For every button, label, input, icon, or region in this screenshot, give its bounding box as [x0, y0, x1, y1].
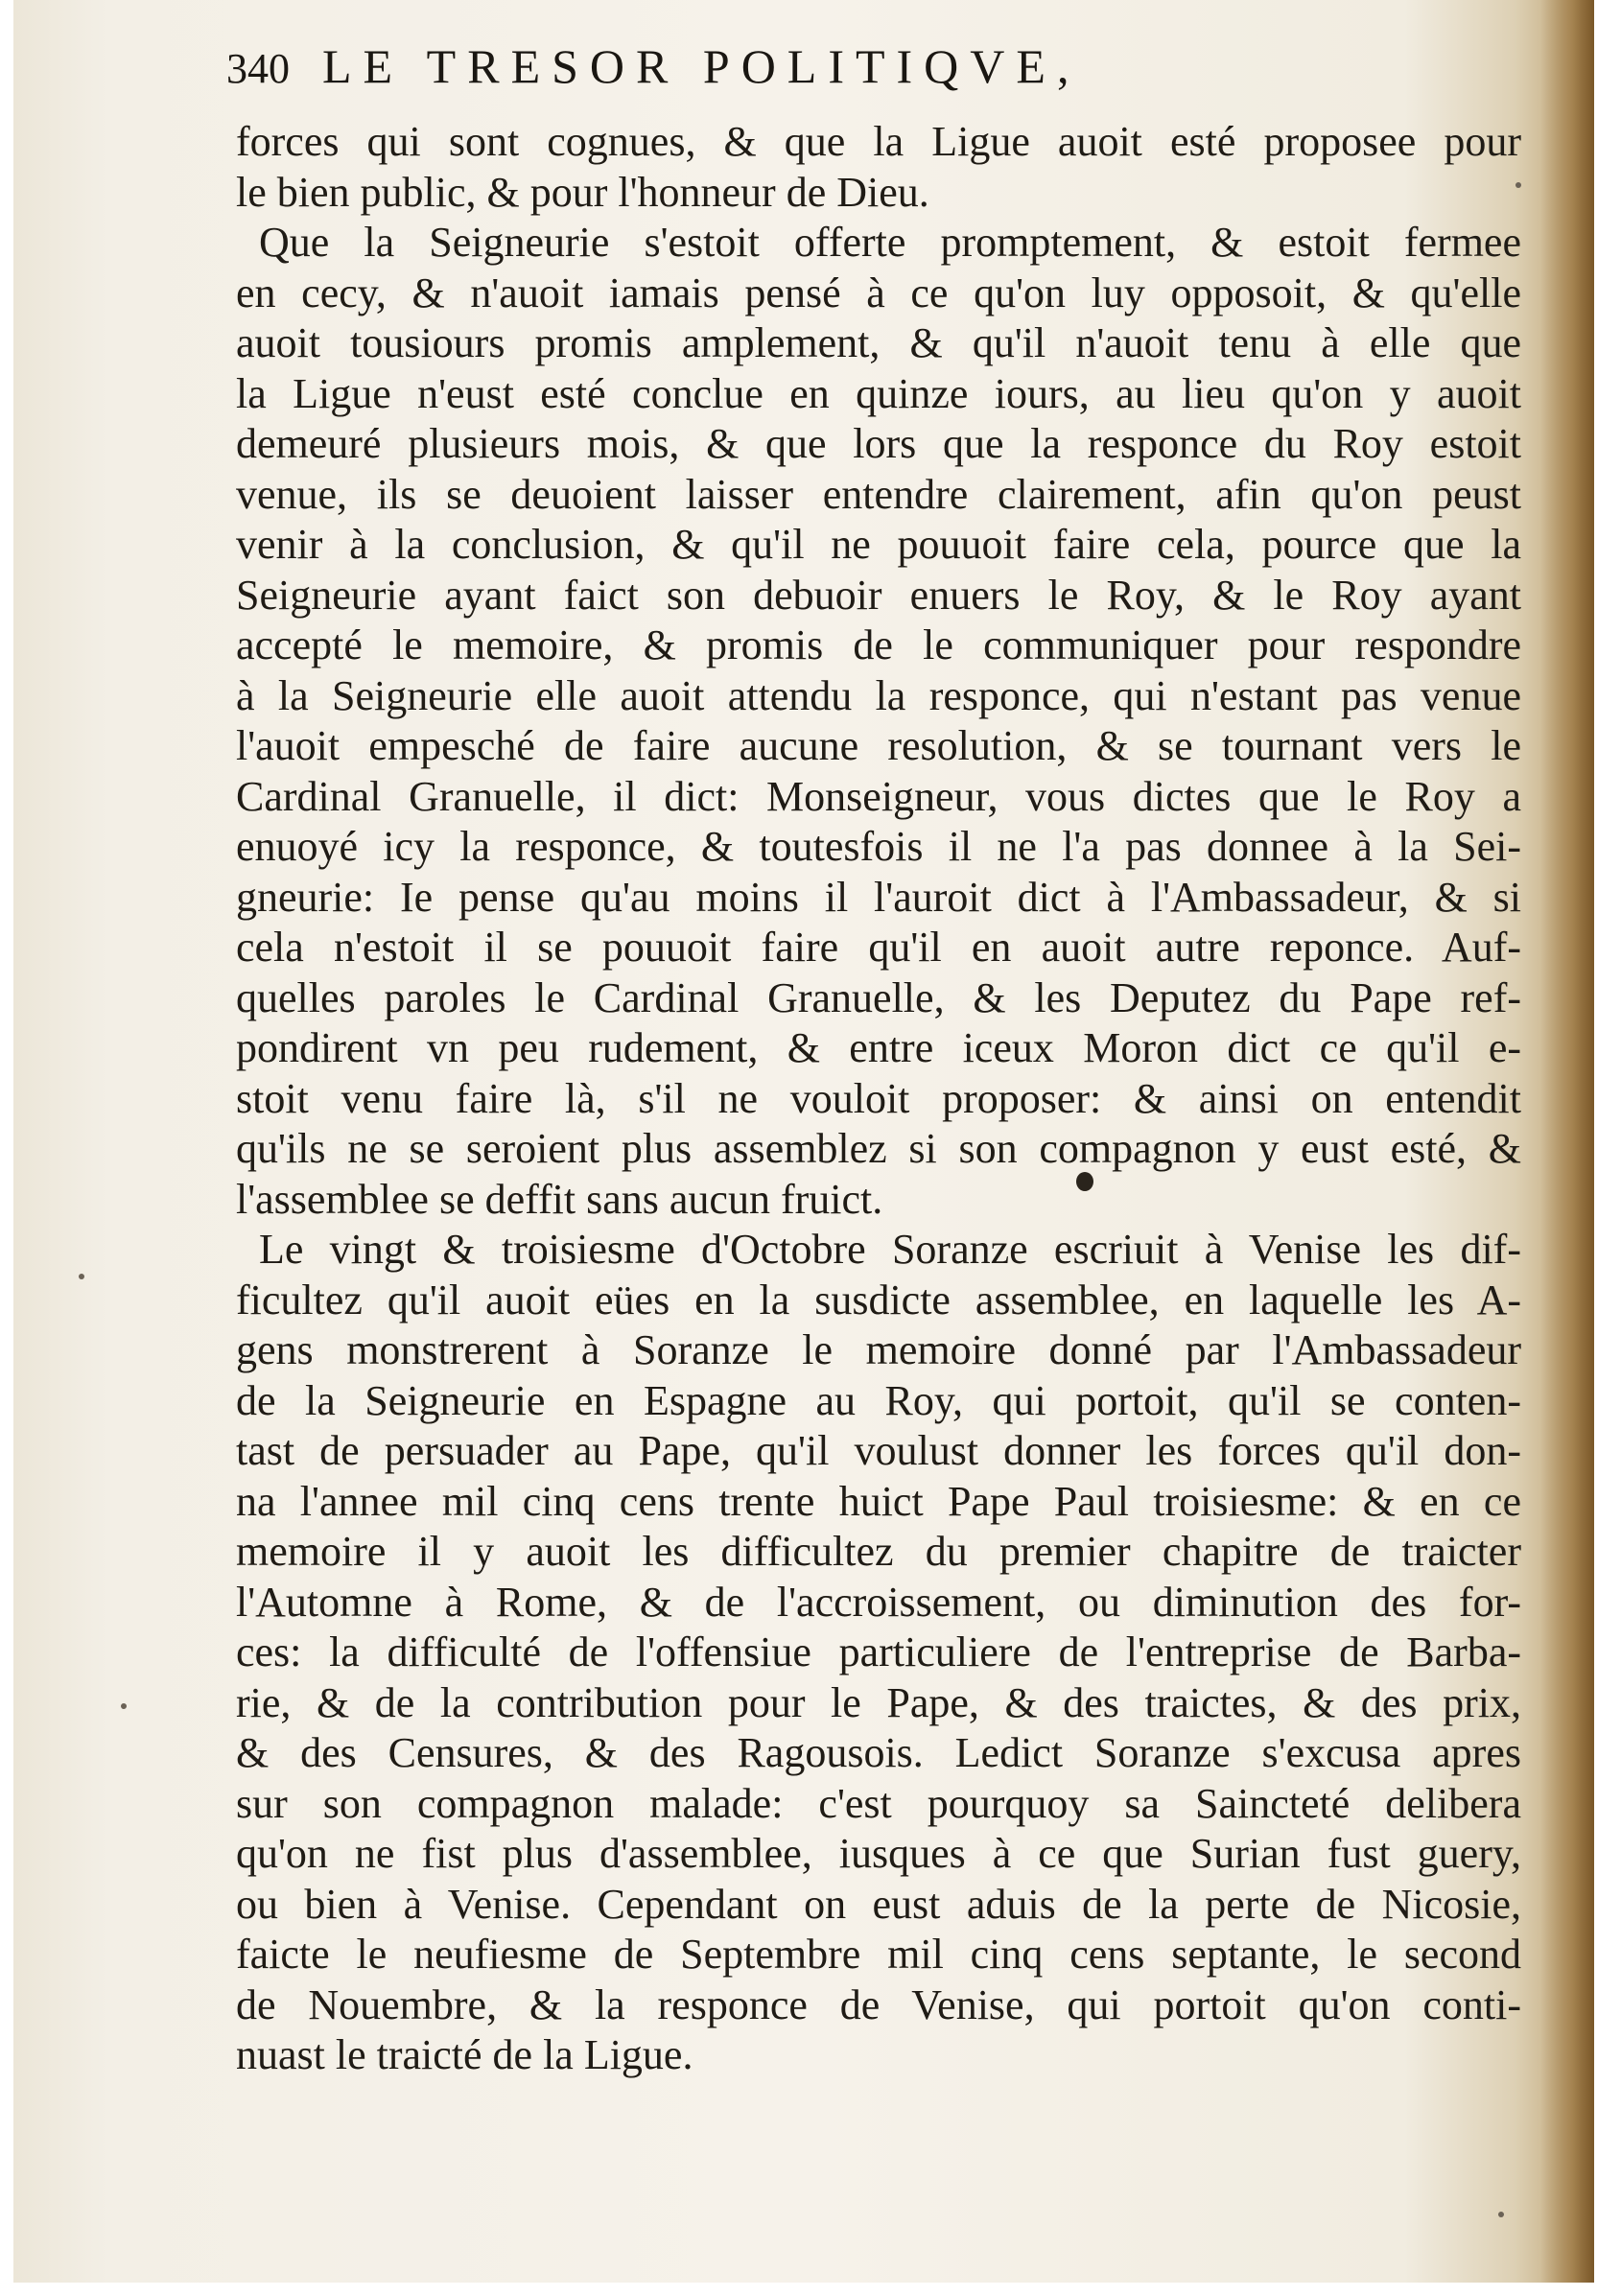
paper-speck: [1498, 2212, 1504, 2217]
text-line: venue, ils se deuoient laisser entendre clairement, afin qu'on peust: [236, 470, 1521, 518]
text-line: de Nouembre, & la responce de Venise, qui portoit qu'on conti-: [236, 1980, 1521, 2028]
text-line: demeuré plusieurs mois, & que lors que la responce du Roy estoit: [236, 420, 1521, 467]
text-line: nuast le traicté de la Ligue.: [236, 2031, 693, 2078]
text-line: na l'annee mil cinq cens trente huict Pape Paul troisiesme: & en ce: [236, 1477, 1521, 1525]
text-line: ou bien à Venise. Cependant on eust aduis de la perte de Nicosie,: [236, 1880, 1521, 1928]
body-text: [236, 117, 1521, 2081]
text-line: sur son compagnon malade: c'est pourquoy sa Saincteté delibera: [236, 1779, 1521, 1827]
ink-blot: [1076, 1172, 1093, 1191]
text-line: ces: la difficulté de l'offensiue particuliere de l'entreprise de Barba-: [236, 1628, 1521, 1675]
text-line: le bien public, & pour l'honneur de Dieu.: [236, 168, 929, 216]
text-line: l'assemblee se deffit sans aucun fruict.: [236, 1175, 883, 1223]
text-line: de la Seigneurie en Espagne au Roy, qui portoit, qu'il se conten-: [236, 1376, 1521, 1424]
text-line: qu'ils ne se seroient plus assemblez si son compagnon y eust esté, &: [236, 1125, 1521, 1172]
text-line: Que la Seigneurie s'estoit offerte promptement, & estoit fermee: [259, 219, 1521, 266]
text-line: & des Censures, & des Ragousois. Ledict Soranze s'excusa apres: [236, 1729, 1521, 1776]
text-line: enuoyé icy la responce, & toutesfois il ne l'a pas donnee à la Sei-: [236, 823, 1521, 870]
text-line: pondirent vn peu rudement, & entre iceux Moron dict ce qu'il e-: [236, 1024, 1521, 1071]
text-line: Cardinal Granuelle, il dict: Monseigneur, vous dictes que le Roy a: [236, 772, 1521, 820]
text-line: ficultez qu'il auoit eües en la susdicte assemblee, en laquelle les A-: [236, 1276, 1521, 1324]
text-line: en cecy, & n'auoit iamais pensé à ce qu'on luy opposoit, & qu'elle: [236, 269, 1521, 316]
text-line: gneurie: Ie pense qu'au moins il l'auroit dict à l'Ambassadeur, & si: [236, 873, 1521, 921]
text-line: Le vingt & troisiesme d'Octobre Soranze escriuit à Venise les dif-: [259, 1226, 1521, 1273]
page-gutter-shadow: [1540, 0, 1594, 2283]
text-line: auoit tousiours promis amplement, & qu'il n'auoit tenu à elle que: [236, 319, 1521, 366]
paper-speck: [1515, 182, 1521, 188]
running-title: LE TRESOR POLITIQVE,: [322, 39, 1081, 93]
text-line: la Ligue n'eust esté conclue en quinze iours, au lieu qu'on y auoit: [236, 369, 1521, 417]
page-number: 340: [226, 45, 290, 92]
text-line: l'Automne à Rome, & de l'accroissement, ou diminution des for-: [236, 1578, 1521, 1626]
text-line: stoit venu faire là, s'il ne vouloit proposer: & ainsi on entendit: [236, 1074, 1521, 1122]
text-line: venir à la conclusion, & qu'il ne pouuoit faire cela, pource que la: [236, 521, 1521, 568]
page-header: [226, 38, 1358, 105]
paper-speck: [79, 1274, 84, 1279]
text-line: qu'on ne fist plus d'assemblee, iusques à ce que Surian fust guery,: [236, 1830, 1521, 1877]
text-line: tast de persuader au Pape, qu'il voulust donner les forces qu'il don-: [236, 1427, 1521, 1474]
text-line: accepté le memoire, & promis de le communiquer pour respondre: [236, 621, 1521, 668]
text-line: cela n'estoit il se pouuoit faire qu'il en auoit autre reponce. Auf-: [236, 924, 1521, 971]
text-line: gens monstrerent à Soranze le memoire donné par l'Ambassadeur: [236, 1326, 1521, 1373]
book-page: [13, 0, 1594, 2283]
text-line: Seigneurie ayant faict son debuoir enuers le Roy, & le Roy ayant: [236, 571, 1521, 619]
text-line: l'auoit empesché de faire aucune resolution, & se tournant vers le: [236, 722, 1521, 769]
text-line: à la Seigneurie elle auoit attendu la responce, qui n'estant pas venue: [236, 671, 1521, 719]
text-line: quelles paroles le Cardinal Granuelle, & les Deputez du Pape ref-: [236, 973, 1521, 1021]
text-line: rie, & de la contribution pour le Pape, & des traictes, & des prix,: [236, 1678, 1521, 1726]
text-line: memoire il y auoit les difficultez du premier chapitre de traicter: [236, 1528, 1521, 1575]
paper-speck: [121, 1703, 127, 1709]
text-line: faicte le neufiesme de Septembre mil cinq cens septante, le second: [236, 1931, 1521, 1978]
text-line: forces qui sont cognues, & que la Ligue auoit esté proposee pour: [236, 118, 1521, 165]
